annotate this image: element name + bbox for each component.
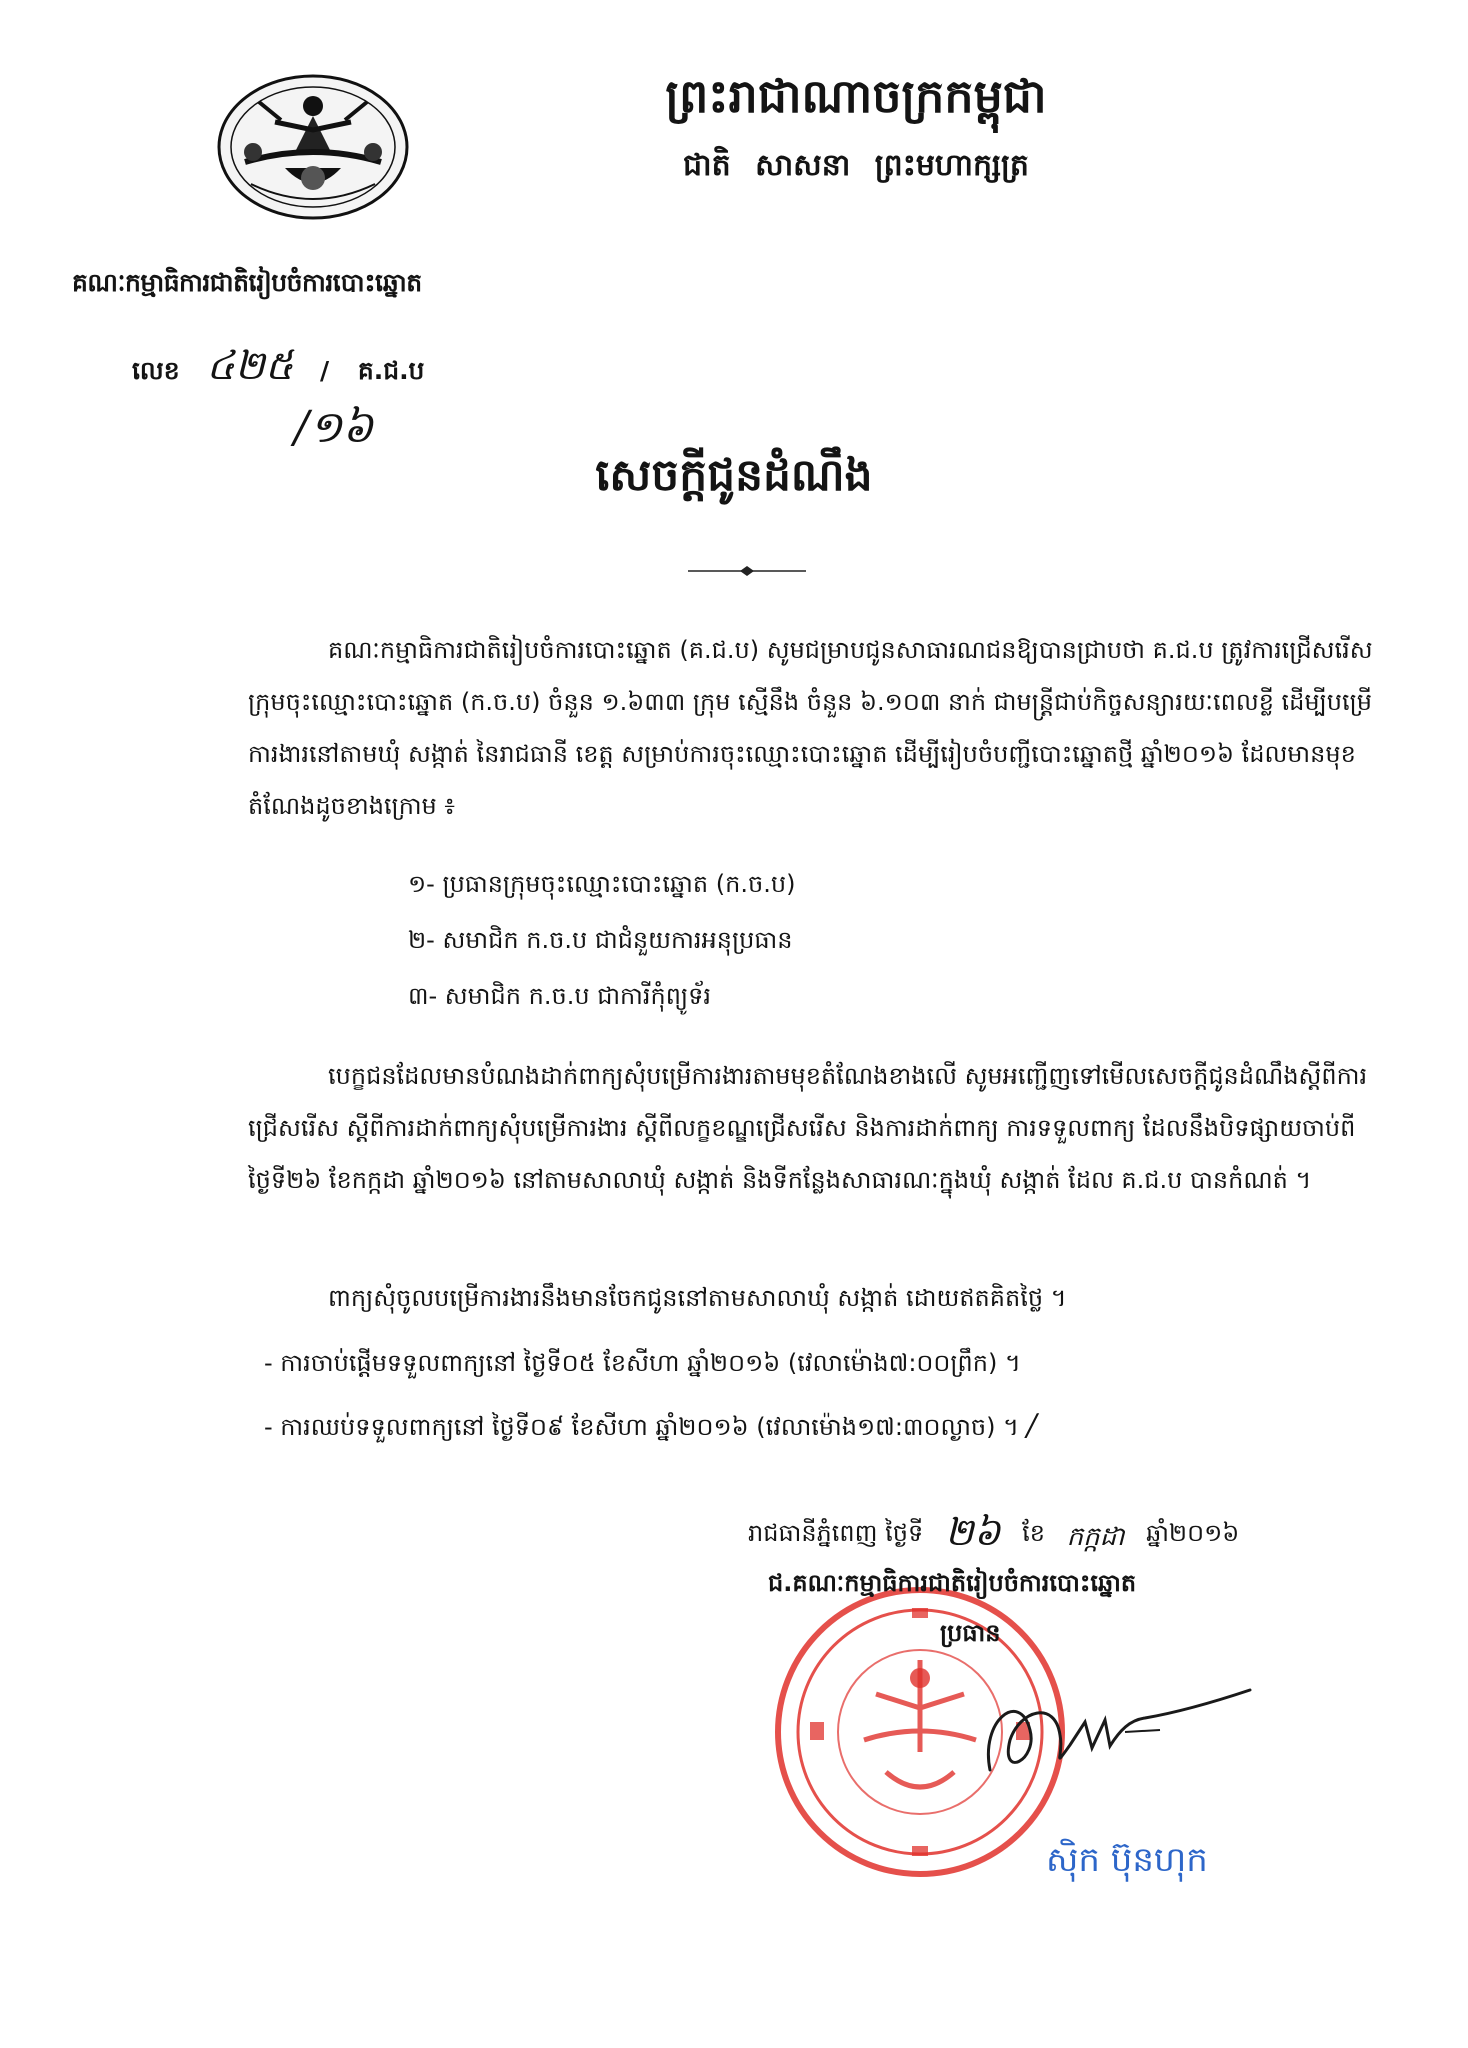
- reference-suffix: គ.ជ.ប: [357, 356, 425, 385]
- position-item: ១- ប្រធានក្រុមចុះឈ្មោះបោះឆ្នោត (ក.ច.ប): [408, 870, 796, 898]
- bullet-end-date-text: - ការឈប់ទទួលពាក្យនៅ ថ្ងៃទី០៩ ខែសីហា ឆ្នាំ២០១៦ (វេលាម៉ោង១៧:៣០ល្ងាច) ។: [264, 1413, 1019, 1441]
- date-month-handwritten: កក្កដា: [1066, 1522, 1125, 1552]
- title-divider-icon: [688, 564, 806, 578]
- national-motto: ជាតិ សាសនា ព្រះមហាក្សត្រ: [683, 148, 1029, 183]
- handwritten-signature-icon: [960, 1660, 1260, 1810]
- kingdom-heading: ព្រះរាជាណាចក្រកម្ពុជា: [665, 69, 1047, 123]
- position-item: ៣- សមាជិក ក.ច.ប ជាការីកុំព្យូទ័រ: [408, 982, 711, 1010]
- document-title: សេចក្តីជូនដំណឹង: [595, 450, 873, 501]
- date-day-handwritten: ២៦: [944, 1510, 1001, 1554]
- reference-label: លេខ: [132, 356, 180, 385]
- position-item: ២- សមាជិក ក.ច.ប ជាជំនួយការអនុប្រធាន: [408, 926, 793, 954]
- bullet-start-date: - ការចាប់ផ្តើមទទួលពាក្យនៅ ថ្ងៃទី០៥ ខែសីហា ឆ្នាំ២០១៦ (វេលាម៉ោង៧:០០ព្រឹក) ។: [264, 1349, 1021, 1377]
- end-mark: /: [1026, 1408, 1037, 1443]
- paragraph-intro: គណៈកម្មាធិការជាតិរៀបចំការបោះឆ្នោត (គ.ជ.ប) សូមជម្រាបជូនសាធារណជនឱ្យបានជ្រាបថា គ.ជ.ប ត្រូវការជ្រើសរើសក្រុមចុះឈ្មោះបោះឆ្នោត (ក.ច.ប) ចំនួន ១.៦៣៣ ក្រុម ស្មើនឹង ចំនួន ៦.១០៣ នាក់ ជាមន្ត្រីជាប់កិច្ចសន្យារយៈពេលខ្លី ដើម្បីបម្រើការងារនៅតាមឃុំ សង្កាត់ នៃរាជធានី ខេត្ត សម្រាប់ការចុះឈ្មោះបោះឆ្នោត ដើម្បីរៀបចំបញ្ជីបោះឆ្នោតថ្មី ឆ្នាំ២០១៦ ដែលមានមុខតំណែងដូចខាងក្រោម ៖: [248, 636, 1373, 820]
- signing-date: [748, 1508, 1239, 1564]
- month-prefix: ខែ: [1022, 1519, 1046, 1547]
- date-year: ឆ្នាំ២០១៦: [1146, 1519, 1240, 1547]
- signatory-name: ស៊ិក ប៊ុនហុក: [1046, 1840, 1208, 1880]
- reference-number: លេខ ៤២៥ / គ.ជ.ប: [132, 343, 425, 389]
- committee-name: គណៈកម្មាធិការជាតិរៀបចំការបោះឆ្នោត: [72, 268, 422, 297]
- signatory-organization: ជ.គណៈកម្មាធិការជាតិរៀបចំការបោះឆ្នោត: [768, 1569, 1137, 1597]
- reference-year-handwritten: /១៦: [294, 402, 374, 453]
- date-prefix: រាជធានីភ្នំពេញ ថ្ងៃទី: [748, 1519, 924, 1547]
- paragraph-forms: ពាក្យសុំចូលបម្រើការងារនឹងមានចែកជូននៅតាមសាលាឃុំ សង្កាត់ ដោយឥតគិតថ្លៃ ។: [328, 1284, 1067, 1312]
- signatory-title: ប្រធាន: [940, 1619, 1001, 1647]
- reference-number-handwritten: ៤២៥: [206, 343, 294, 389]
- committee-emblem-icon: [215, 72, 411, 222]
- bullet-end-date: [264, 1408, 1037, 1447]
- paragraph-application: បេក្ខជនដែលមានបំណងដាក់ពាក្យសុំបម្រើការងារតាមមុខតំណែងខាងលើ សូមអញ្ជើញទៅមើលសេចក្តីជូនដំណឹងស្តីពីការជ្រើសរើស ស្តីពីការដាក់ពាក្យសុំបម្រើការងារ ស្តីពីលក្ខខណ្ឌជ្រើសរើស និងការដាក់ពាក្យ ការទទួលពាក្យ ដែលនឹងបិទផ្សាយចាប់ពីថ្ងៃទី២៦ ខែកក្កដា ឆ្នាំ២០១៦ នៅតាមសាលាឃុំ សង្កាត់ និងទីកន្លែងសាធារណៈក្នុងឃុំ សង្កាត់ ដែល គ.ជ.ប បានកំណត់ ។: [248, 1062, 1368, 1194]
